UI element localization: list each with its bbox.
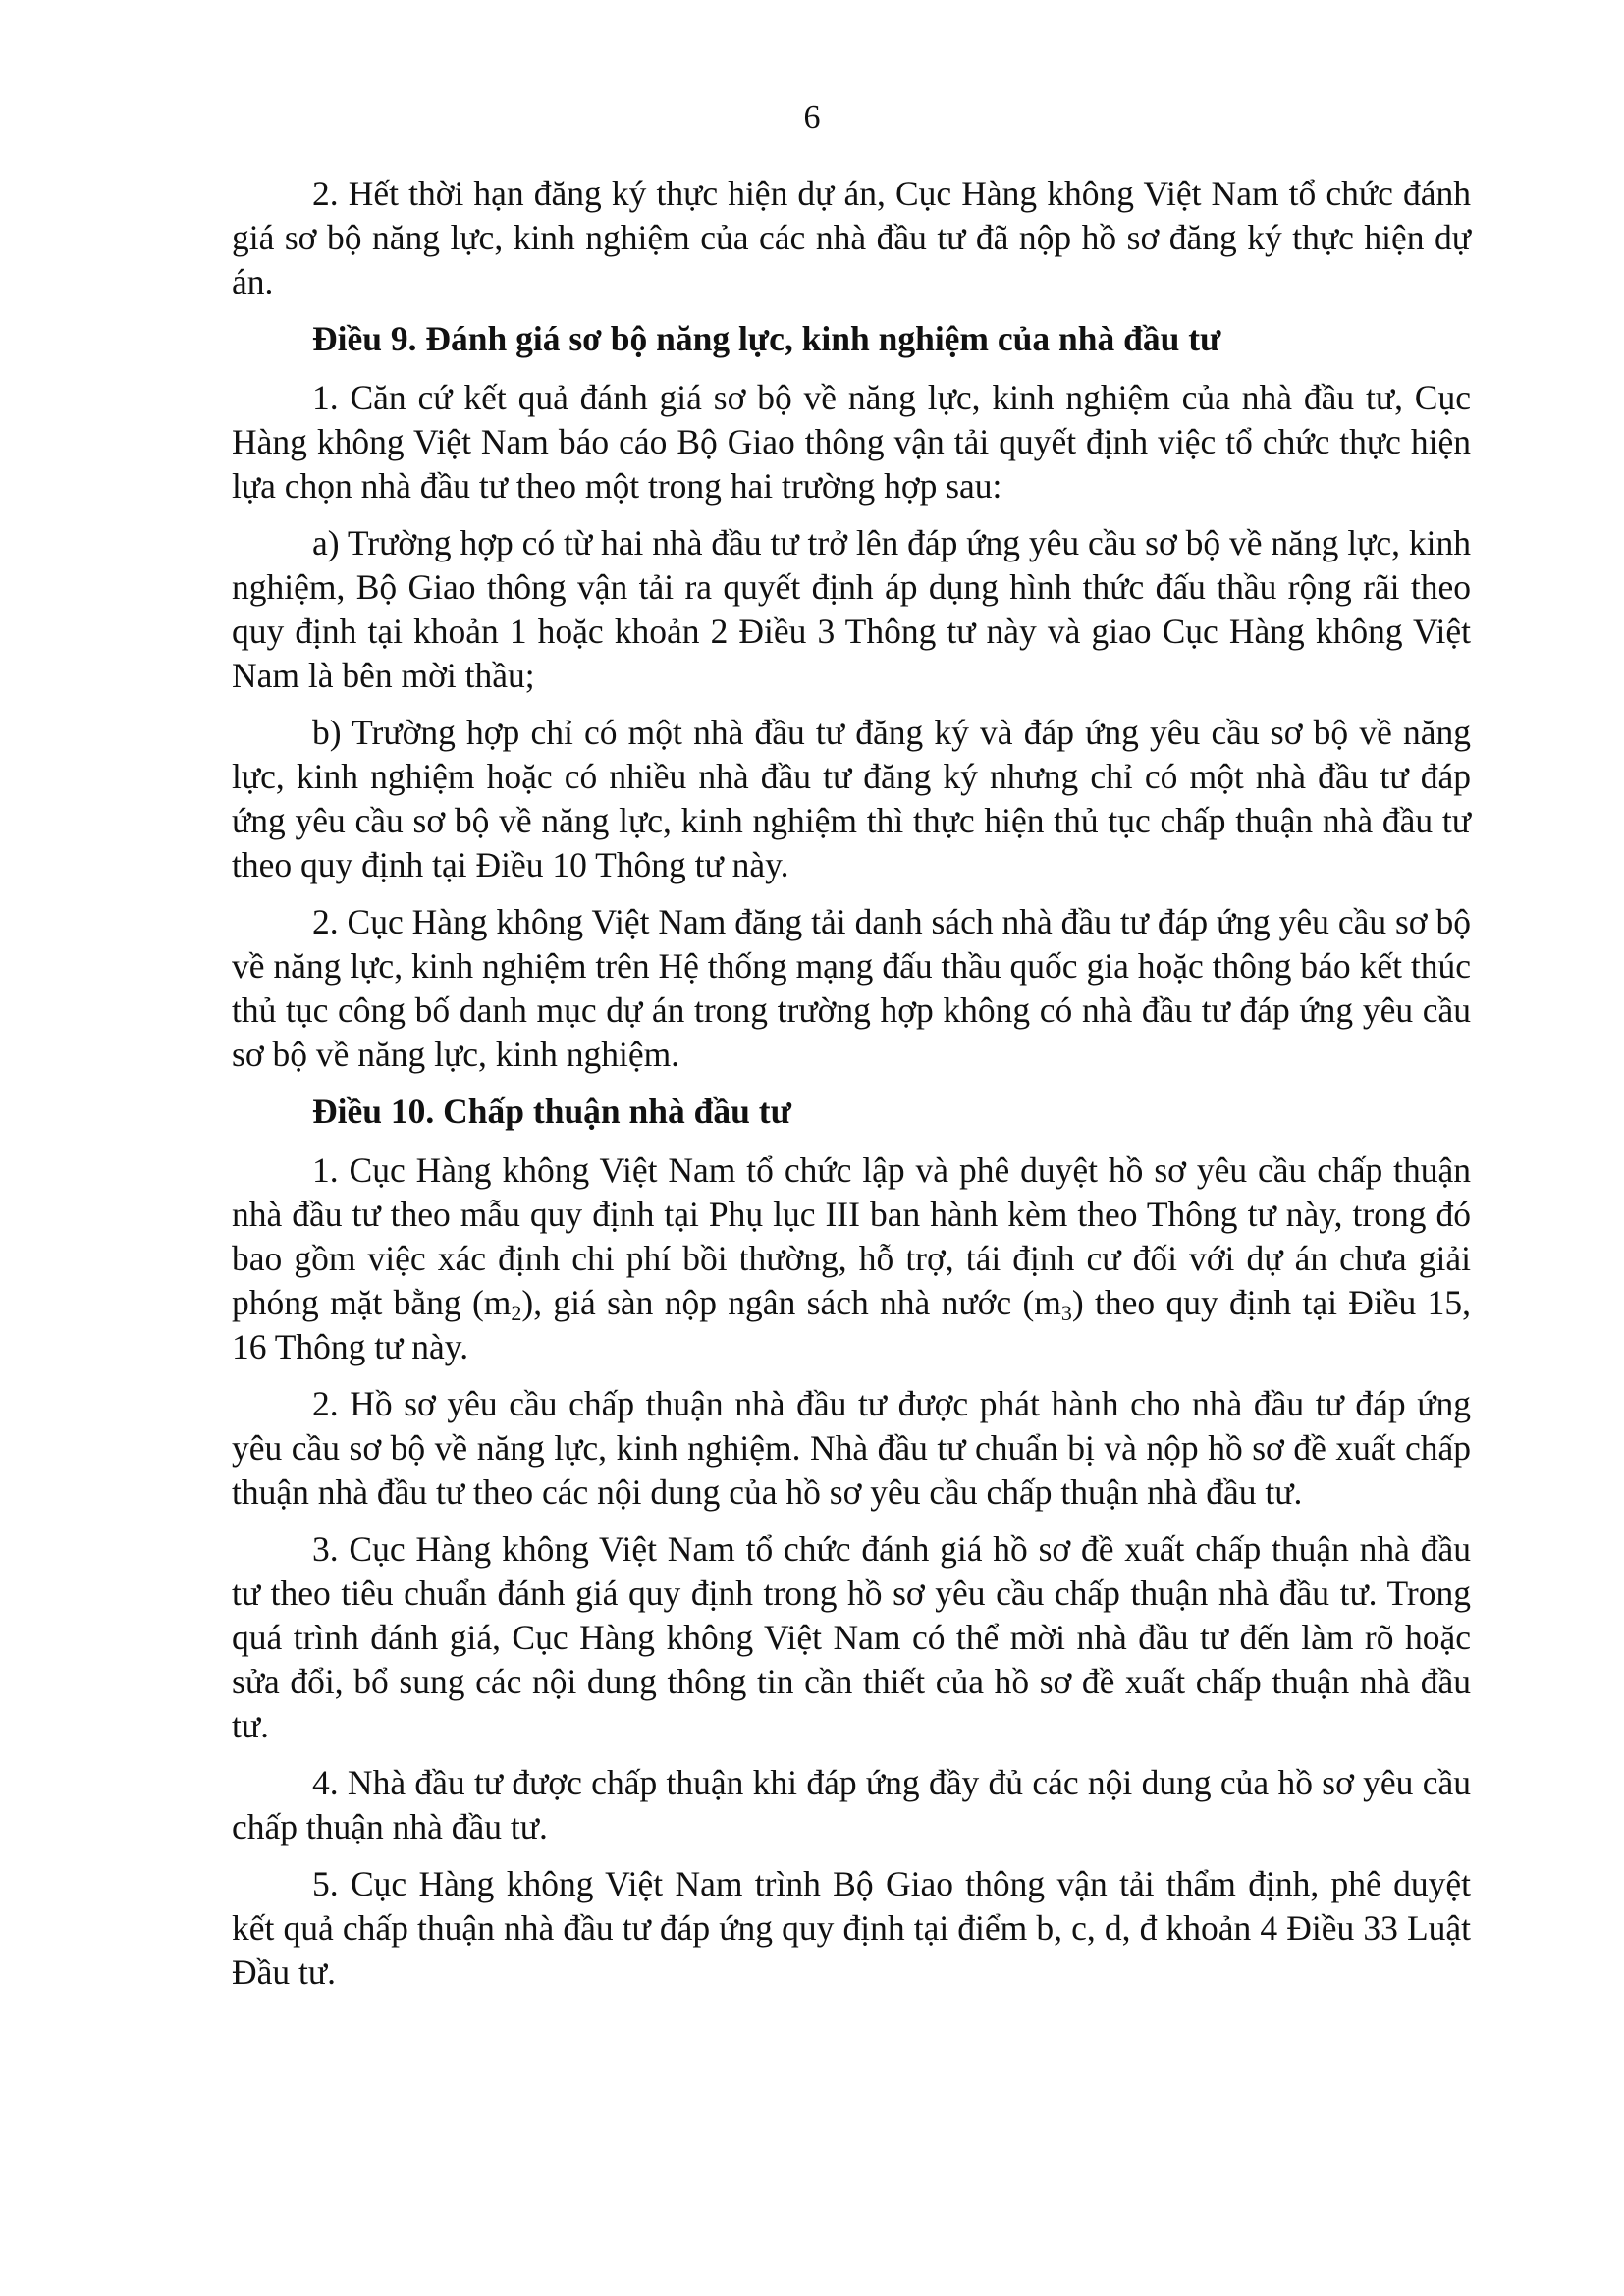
paragraph-10-1-text-mid: ), giá sàn nộp ngân sách nhà nước (m [521,1283,1061,1322]
paragraph-10-1-text-end: ) theo quy định tại Điều 15, 16 Thông tư này. [232,1283,1471,1366]
subscript-m3: 3 [1060,1301,1072,1325]
paragraph-10-2: 2. Hồ sơ yêu cầu chấp thuận nhà đầu tư được phát hành cho nhà đầu tư đáp ứng yêu cầu sơ bộ về năng lực, kinh nghiệm. Nhà đầu tư chuẩn bị và nộp hồ sơ đề xuất chấp thuận nhà đầu tư theo các nội dung của hồ sơ yêu cầu chấp thuận nhà đầu tư. [232,1384,1471,1512]
paragraph-9-1: 1. Căn cứ kết quả đánh giá sơ bộ về năng lực, kinh nghiệm của nhà đầu tư, Cục Hàng không Việt Nam báo cáo Bộ Giao thông vận tải quyết định việc tổ chức thực hiện lựa chọn nhà đầu tư theo một trong hai trường hợp sau: [232,378,1471,506]
paragraph-9-1-b: b) Trường hợp chỉ có một nhà đầu tư đăng ký và đáp ứng yêu cầu sơ bộ về năng lực, kinh nghiệm hoặc có nhiều nhà đầu tư đăng ký nhưng chỉ có một nhà đầu tư đáp ứng yêu cầu sơ bộ về năng lực, kinh nghiệm thì thực hiện thủ tục chấp thuận nhà đầu tư theo quy định tại Điều 10 Thông tư này. [232,713,1471,884]
paragraph-10-4: 4. Nhà đầu tư được chấp thuận khi đáp ứng đầy đủ các nội dung của hồ sơ yêu cầu chấp thuận nhà đầu tư. [232,1763,1471,1846]
heading-dieu-10: Điều 10. Chấp thuận nhà đầu tư [312,1092,791,1131]
paragraph-10-1 [232,1148,1471,1369]
paragraph-10-5: 5. Cục Hàng không Việt Nam trình Bộ Giao thông vận tải thẩm định, phê duyệt kết quả chấp thuận nhà đầu tư đáp ứng quy định tại điểm b, c, d, đ khoản 4 Điều 33 Luật Đầu tư. [232,1864,1471,1992]
document-body [232,172,1471,2007]
page-number: 6 [803,99,821,135]
paragraph-8-2: 2. Hết thời hạn đăng ký thực hiện dự án, Cục Hàng không Việt Nam tổ chức đánh giá sơ bộ năng lực, kinh nghiệm của các nhà đầu tư đã nộp hồ sơ đăng ký thực hiện dự án. [232,174,1471,301]
paragraph-9-2: 2. Cục Hàng không Việt Nam đăng tải danh sách nhà đầu tư đáp ứng yêu cầu sơ bộ về năng lực, kinh nghiệm trên Hệ thống mạng đấu thầu quốc gia hoặc thông báo kết thúc thủ tục công bố danh mục dự án trong trường hợp không có nhà đầu tư đáp ứng yêu cầu sơ bộ về năng lực, kinh nghiệm. [232,902,1471,1074]
heading-dieu-9: Điều 9. Đánh giá sơ bộ năng lực, kinh nghiệm của nhà đầu tư [312,319,1221,358]
paragraph-10-1-text: 1. Cục Hàng không Việt Nam tổ chức lập và phê duyệt hồ sơ yêu cầu chấp thuận nhà đầu tư theo mẫu quy định tại Phụ lục III ban hành kèm theo Thông tư này, trong đó bao gồm việc xác định chi phí bồi thường, hỗ trợ, tái định cư đối với dự án chưa giải phóng mặt bằng (m [232,1150,1471,1322]
paragraph-10-3: 3. Cục Hàng không Việt Nam tổ chức đánh giá hồ sơ đề xuất chấp thuận nhà đầu tư theo tiêu chuẩn đánh giá quy định trong hồ sơ yêu cầu chấp thuận nhà đầu tư. Trong quá trình đánh giá, Cục Hàng không Việt Nam có thể mời nhà đầu tư đến làm rõ hoặc sửa đổi, bổ sung các nội dung thông tin cần thiết của hồ sơ đề xuất chấp thuận nhà đầu tư. [232,1529,1471,1745]
subscript-m2: 2 [511,1301,522,1325]
paragraph-9-1-a: a) Trường hợp có từ hai nhà đầu tư trở lên đáp ứng yêu cầu sơ bộ về năng lực, kinh nghiệm, Bộ Giao thông vận tải ra quyết định áp dụng hình thức đấu thầu rộng rãi theo quy định tại khoản 1 hoặc khoản 2 Điều 3 Thông tư này và giao Cục Hàng không Việt Nam là bên mời thầu; [232,523,1471,695]
